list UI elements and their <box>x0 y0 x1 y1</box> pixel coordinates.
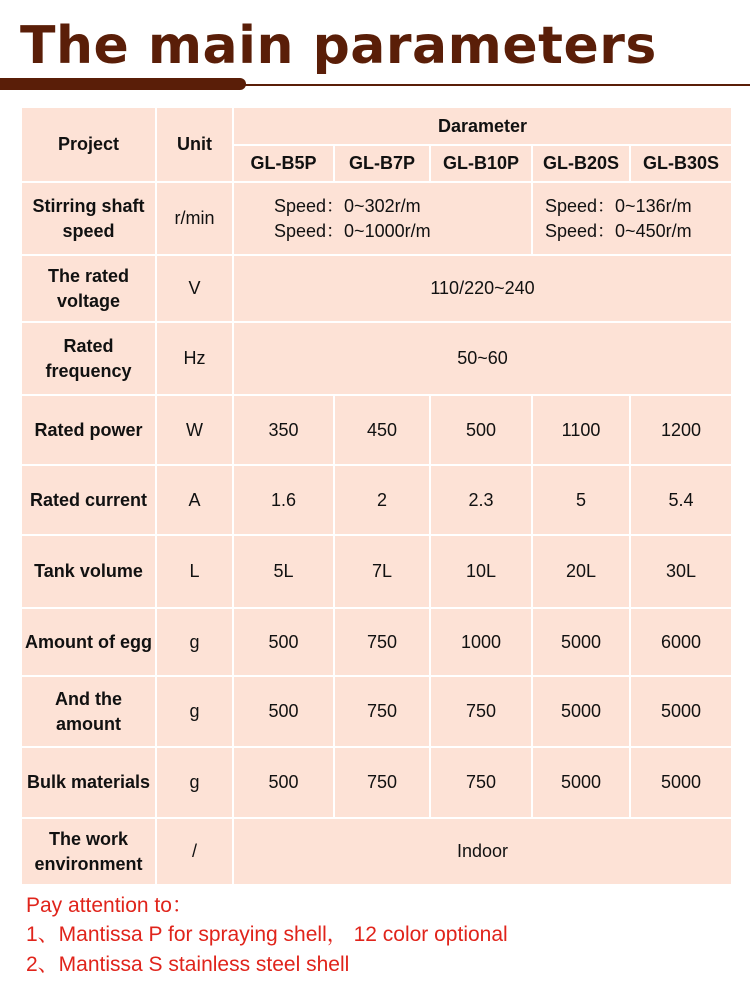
row-label: Bulk materials <box>21 747 156 818</box>
row-value: 750 <box>334 676 430 747</box>
row-value: 30L <box>630 535 732 608</box>
row-value: 20L <box>532 535 630 608</box>
row-value: 350 <box>233 395 334 465</box>
row-value: 5 <box>532 465 630 535</box>
row-value: 500 <box>233 747 334 818</box>
row-value: 750 <box>334 608 430 676</box>
row-value: Indoor <box>233 818 732 885</box>
table-row-egg <box>21 608 732 676</box>
row-unit: g <box>156 608 233 676</box>
note-line-2: 2、Mantissa S stainless steel shell <box>26 953 350 976</box>
header-model: GL-B5P <box>233 145 334 182</box>
row-value: 5000 <box>532 608 630 676</box>
header-model: GL-B20S <box>532 145 630 182</box>
row-value: 1100 <box>532 395 630 465</box>
table-row-environment <box>21 818 732 885</box>
row-value: 5000 <box>532 676 630 747</box>
row-unit: g <box>156 676 233 747</box>
row-value: 6000 <box>630 608 732 676</box>
row-unit: g <box>156 747 233 818</box>
parameters-table <box>20 106 733 886</box>
speed-line: Speed：0~302r/m <box>274 195 421 216</box>
row-value: 5.4 <box>630 465 732 535</box>
title-underline-thin <box>240 84 750 86</box>
row-value: 50~60 <box>233 322 732 395</box>
page-title: The main parameters <box>20 16 657 76</box>
row-value: 500 <box>430 395 532 465</box>
table-row-stirring-speed <box>21 182 732 255</box>
row-value: 5L <box>233 535 334 608</box>
table-row-tank-volume <box>21 535 732 608</box>
row-value: 1.6 <box>233 465 334 535</box>
header-project: Project <box>21 107 156 182</box>
header-parameter: Darameter <box>233 107 732 145</box>
row-label: Stirring shaft speed <box>21 182 156 255</box>
table-row-current <box>21 465 732 535</box>
row-value: 5000 <box>532 747 630 818</box>
table-row-power <box>21 395 732 465</box>
row-value: 110/220~240 <box>233 255 732 322</box>
row-value: 2.3 <box>430 465 532 535</box>
row-value: 1200 <box>630 395 732 465</box>
row-unit: Hz <box>156 322 233 395</box>
speed-line: Speed：0~136r/m <box>545 195 692 216</box>
row-value: 750 <box>430 747 532 818</box>
row-label: Amount of egg <box>21 608 156 676</box>
row-label: The rated voltage <box>21 255 156 322</box>
note-line-1: 1、Mantissa P for spraying shell， 12 color optional <box>26 923 508 946</box>
row-value: 2 <box>334 465 430 535</box>
note-heading: Pay attention to： <box>26 894 193 917</box>
header-model: GL-B30S <box>630 145 732 182</box>
row-unit: r/min <box>156 182 233 255</box>
table-row-frequency <box>21 322 732 395</box>
speed-line: Speed：0~1000r/m <box>274 220 431 241</box>
row-label: Rated power <box>21 395 156 465</box>
row-value: 500 <box>233 608 334 676</box>
row-value: 450 <box>334 395 430 465</box>
header-row-1 <box>21 107 732 145</box>
row-unit: W <box>156 395 233 465</box>
row-label: Tank volume <box>21 535 156 608</box>
table-row-voltage <box>21 255 732 322</box>
s-series-speed <box>532 182 732 255</box>
row-label: And the amount <box>21 676 156 747</box>
header-unit: Unit <box>156 107 233 182</box>
row-value: 1000 <box>430 608 532 676</box>
row-value: 5000 <box>630 747 732 818</box>
row-unit: / <box>156 818 233 885</box>
row-unit: V <box>156 255 233 322</box>
row-label: The work environment <box>21 818 156 885</box>
table-row-bulk <box>21 747 732 818</box>
row-unit: L <box>156 535 233 608</box>
title-underline-thick <box>0 78 246 90</box>
row-value: 750 <box>334 747 430 818</box>
header-model: GL-B10P <box>430 145 532 182</box>
p-series-speed <box>233 182 532 255</box>
row-label: Rated frequency <box>21 322 156 395</box>
speed-line: Speed：0~450r/m <box>545 220 692 241</box>
row-label: Rated current <box>21 465 156 535</box>
row-value: 7L <box>334 535 430 608</box>
row-value: 750 <box>430 676 532 747</box>
row-value: 10L <box>430 535 532 608</box>
row-value: 5000 <box>630 676 732 747</box>
row-value: 500 <box>233 676 334 747</box>
row-unit: A <box>156 465 233 535</box>
header-model: GL-B7P <box>334 145 430 182</box>
table-row-amount <box>21 676 732 747</box>
